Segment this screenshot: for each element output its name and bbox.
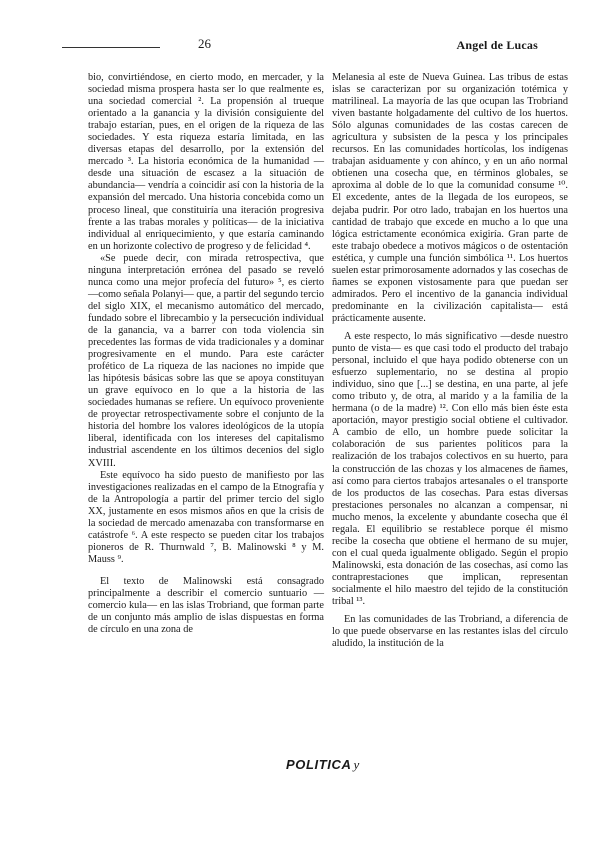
paragraph: Este equívoco ha sido puesto de manifiesto por las investigaciones realizadas en el campo de la Etnografía y de la Antropología a partir del primer tercio del siglo XX, justamente en esos mismos años en que la crisis de la sociedad de mercado amenazaba con transformarse en catástrofe ⁶. A este respecto se pueden citar los trabajos pioneros de R. Thurnwald ⁷, B. Malinowski ⁸ y M. Mauss ⁹.: [88, 469, 324, 565]
paragraph: En las comunidades de las Trobriand, a diferencia de lo que puede observarse en las restantes islas del círculo aludido, la institución de la: [332, 614, 568, 650]
right-column: [332, 72, 568, 650]
running-head: Angel de Lucas: [456, 38, 538, 52]
paragraph: El texto de Malinowski está consagrado principalmente a describir el comercio suntuario —comercio kula— en las islas Trobriand, que forman parte de un conjunto más amplio de islas dispuestas en forma de círculo en una zona de: [88, 575, 324, 636]
logo-mark: y: [353, 757, 360, 772]
left-column: [88, 72, 324, 636]
paragraph: bio, convirtiéndose, en cierto modo, en mercader, y la sociedad misma prospera hasta ser lo que realmente es, una sociedad comercial ². La propensión al trueque orientado a la ganancia y la división consiguiente del trabajo estarían, pues, en el origen de la riqueza de las sociedades. Y esta riqueza estaría limitada, en las diversas etapas del desarrollo, por la extensión del mercado ³. La historia económica de la humanidad —desde una situación de escasez a la situación de abundancia— vendría a coincidir así con la historia de la expansión del mercado. Una historia concebida como un proceso lineal, que constituiría una iteración progresiva frente a las trabas morales y políticas— de la iniciativa individual al enriquecimiento, y que estaría caminando en un horizonte colectivo de progreso y de felicidad ⁴.: [88, 72, 324, 252]
header-rule: [62, 47, 160, 48]
footer-logo: [286, 756, 360, 772]
paragraph: Melanesia al este de Nueva Guinea. Las tribus de estas islas se caracterizan por su organización totémica y matrilineal. La mayoría de las que ocupan las Trobriand viven bastante holgadamente del cultivo de los huertos. Sólo algunas comunidades de las costas carecen de agricultura y subsisten de la pesca y los principales recursos. En las comunidades hortícolas, los indígenas trabajan asiduamente y con ahínco, y en un año normal obtienen una cosecha que, en términos globales, se aproxima al doble de lo que la comunidad consume ¹⁰. El excedente, antes de la llegada de los europeos, se dejaba pudrir. Por otro lado, trabajan en los huertos una cantidad de trabajo que excede en mucho a lo que una lógica estrictamente económica exigiría. Gran parte de este trabajo obedece a motivos mágicos o de ostentación estética, y cumple una función simbólica ¹¹. Los huertos suelen estar primorosamente adornados y las cosechas de ñames se exponen vistosamente para que puedan ser admirados. Pero el incentivo de la ganancia individual predominante en la civilización capitalista— está prácticamente ausente.: [332, 72, 568, 324]
page-number: 26: [198, 36, 211, 51]
logo-text: POLITICA: [286, 757, 352, 772]
paragraph: «Se puede decir, con mirada retrospectiva, que ninguna interpretación errónea del pasado se reveló nunca como una mejor profecía del futuro» ⁵, es cierto —como señala Polanyi— que, a partir del segundo tercio del siglo XIX, el mecanismo automático del mercado, fundado sobre el librecambio y la persecución individual de la ganancia, va a barrer con toda violencia sin precedentes las formas de vida tradicionales y a dominar progresivamente en el mundo. Para este carácter profético de La riqueza de las naciones no impide que las hipótesis básicas sobre las que se apoya constituyan un grave equívoco en lo que a la historia de las sociedades humanas se refiere. Un equívoco proveniente de proyectar retrospectivamente sobre el conjunto de la historia del hombre los valores ideológicos de la utopía liberal, identificada con los intereses del capitalismo industrial ascendente en los últimos decenios del siglo XVIII.: [88, 252, 324, 469]
paragraph: A este respecto, lo más significativo —desde nuestro punto de vista— es que casi todo el producto del trabajo personal, incluido el que haya podido obtenerse con un esfuerzo suplementario, no se destina al propio individuo, sino que [...] se destina, en una parte, al jefe como tributo y, de otra, al marido y a la familia de la hermana (o de la madre) ¹². Con ello más bien éste esta aportación, mayor prestigio social obtiene el cultivador. A cambio de ello, un hombre puede solicitar la colaboración de sus parientes políticos para la realización de los trabajos colectivos en su huerto, para la construcción de las chozas y los almacenes de ñames, así como para ciertos trabajos artesanales o el transporte de los productos de las cosechas. Para estas diversas prestaciones personales no alcanzan a compensar, ni mucho menos, la excelente y abundante cosecha que él regala. El equilibrio se restablece porque él mismo recibe la cosecha que obtiene el hermano de su mujer, con el cual queda igualmente obligado. Según el propio Malinowski, esta donación de las cosechas, así como las contraprestaciones que implican, representan socialmente el hilo maestro del tejido de la constitución tribal ¹³.: [332, 330, 568, 608]
